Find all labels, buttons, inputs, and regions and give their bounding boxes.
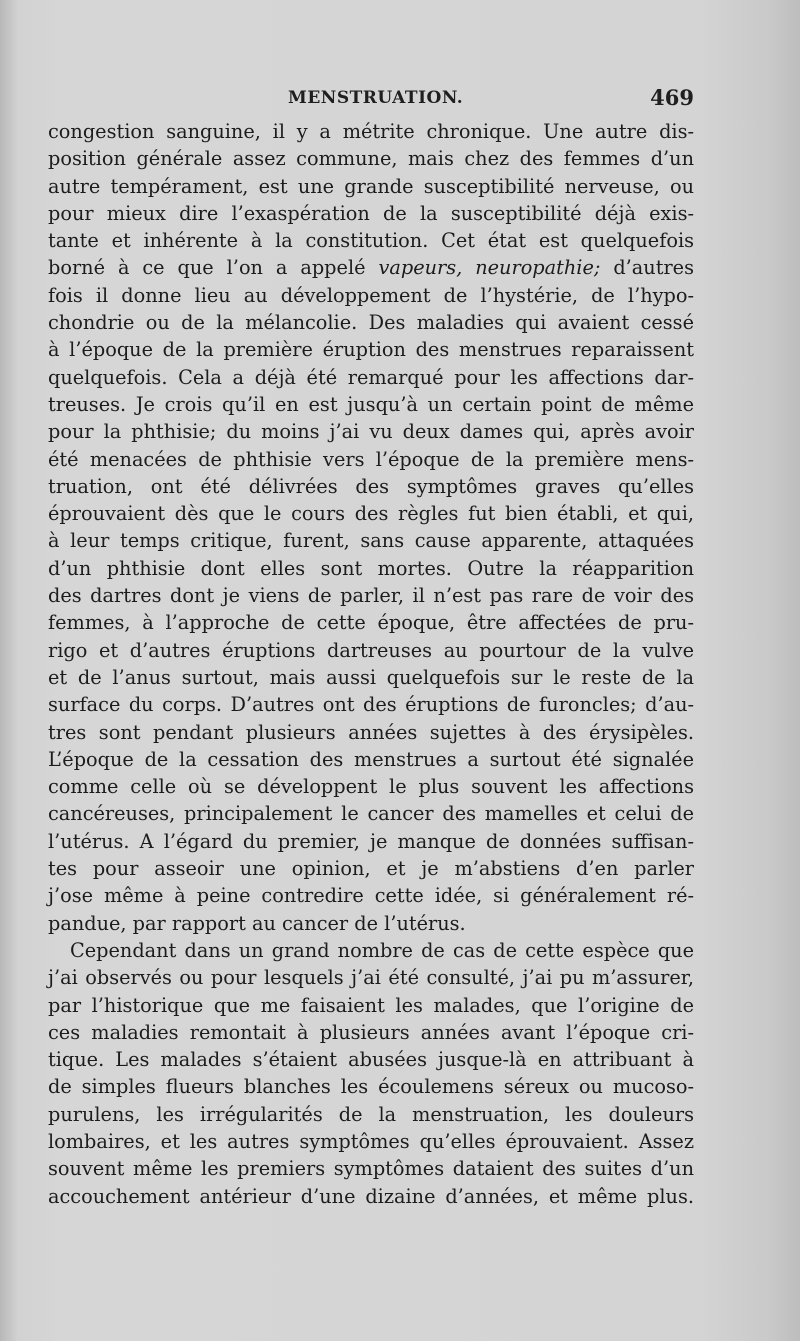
text-line: pandue, par rapport au cancer de l’utérus. (48, 911, 466, 935)
text-line: ces maladies remontait à plusieurs années avant l’époque cri- (48, 1020, 694, 1044)
text-line: position générale assez commune, mais chez des femmes d’un (48, 147, 694, 171)
text-line: à leur temps critique, furent, sans cause apparente, attaquées (48, 529, 694, 553)
text-line: l’utérus. A l’égard du premier, je manque de données suffisan- (48, 829, 694, 853)
text-line: lombaires, et les autres symptômes qu’elles éprouvaient. Assez (48, 1129, 694, 1153)
text-line: treuses. Je crois qu’il en est jusqu’à un certain point de même (48, 392, 694, 416)
text-line: surface du corps. D’autres ont des éruptions de furoncles; d’au- (48, 693, 694, 717)
text-line: cancéreuses, principalement le cancer des mamelles et celui de (48, 802, 694, 826)
text-line: femmes, à l’approche de cette époque, être affectées de pru- (48, 611, 694, 635)
line-end: d’autres (600, 256, 694, 280)
text-line: pour la phthisie; du moins j’ai vu deux dames qui, après avoir (48, 420, 694, 444)
page-header (48, 85, 694, 114)
italic-terms: vapeurs, neuropathie; (378, 256, 601, 280)
text-line: d’un phthisie dont elles sont mortes. Outre la réapparition (48, 556, 694, 580)
text-line: congestion sanguine, il y a métrite chronique. Une autre dis- (48, 120, 694, 143)
text-line: rigo et d’autres éruptions dartreuses au pourtour de la vulve (48, 638, 694, 662)
body-text (48, 118, 694, 1210)
text-line: fois il donne lieu au développement de l’hystérie, de l’hypo- (48, 283, 694, 307)
text-line-with-italic (48, 254, 694, 281)
text-line: autre tempérament, est une grande susceptibilité nerveuse, ou (48, 174, 694, 198)
text-line: j’ai observés ou pour lesquels j’ai été consulté, j’ai pu m’assurer, (48, 966, 694, 990)
text-line: j’ose même à peine contredire cette idée, si généralement ré- (48, 884, 694, 908)
line-start: borné à ce que l’on a appelé (48, 256, 366, 280)
text-line: éprouvaient dès que le cours des règles fut bien établi, et qui, (48, 502, 694, 526)
text-line: tes pour asseoir une opinion, et je m’abstiens d’en parler (48, 857, 694, 881)
paragraph-2 (48, 937, 694, 1210)
text-line: tante et inhérente à la constitution. Cet état est quelquefois (48, 229, 694, 253)
text-line: des dartres dont je viens de parler, il n’est pas rare de voir des (48, 584, 694, 608)
text-line: pour mieux dire l’exaspération de la susceptibilité déjà exis- (48, 201, 694, 225)
text-line: été menacées de phthisie vers l’époque de la première mens- (48, 447, 694, 471)
text-line: à l’époque de la première éruption des menstrues reparaissent (48, 338, 694, 362)
text-line: et de l’anus surtout, mais aussi quelquefois sur le reste de la (48, 665, 694, 689)
text-line: tique. Les malades s’étaient abusées jusque-là en attribuant à (48, 1048, 694, 1072)
text-line: Cependant dans un grand nombre de cas de cette espèce que (70, 938, 694, 962)
page-number: 469 (650, 85, 694, 110)
text-line: quelquefois. Cela a déjà été remarqué pour les affections dar- (48, 365, 694, 389)
paragraph-1 (48, 118, 694, 937)
text-line: accouchement antérieur d’une dizaine d’années, et même plus. (48, 1184, 694, 1208)
text-line: purulens, les irrégularités de la menstruation, les douleurs (48, 1102, 694, 1126)
text-line: souvent même les premiers symptômes dataient des suites d’un (48, 1157, 694, 1181)
text-line: truation, ont été délivrées des symptômes graves qu’elles (48, 474, 694, 498)
text-line: chondrie ou de la mélancolie. Des maladies qui avaient cessé (48, 311, 694, 335)
text-line: comme celle où se développent le plus souvent les affections (48, 775, 694, 799)
text-line: par l’historique que me faisaient les malades, que l’origine de (48, 993, 694, 1017)
text-line: de simples flueurs blanches les écoulemens séreux ou mucoso- (48, 1075, 694, 1099)
text-line: tres sont pendant plusieurs années sujettes à des érysipèles. (48, 720, 694, 744)
text-line: L’époque de la cessation des menstrues a surtout été signalée (48, 747, 694, 771)
running-title: MENSTRUATION. (288, 88, 464, 108)
